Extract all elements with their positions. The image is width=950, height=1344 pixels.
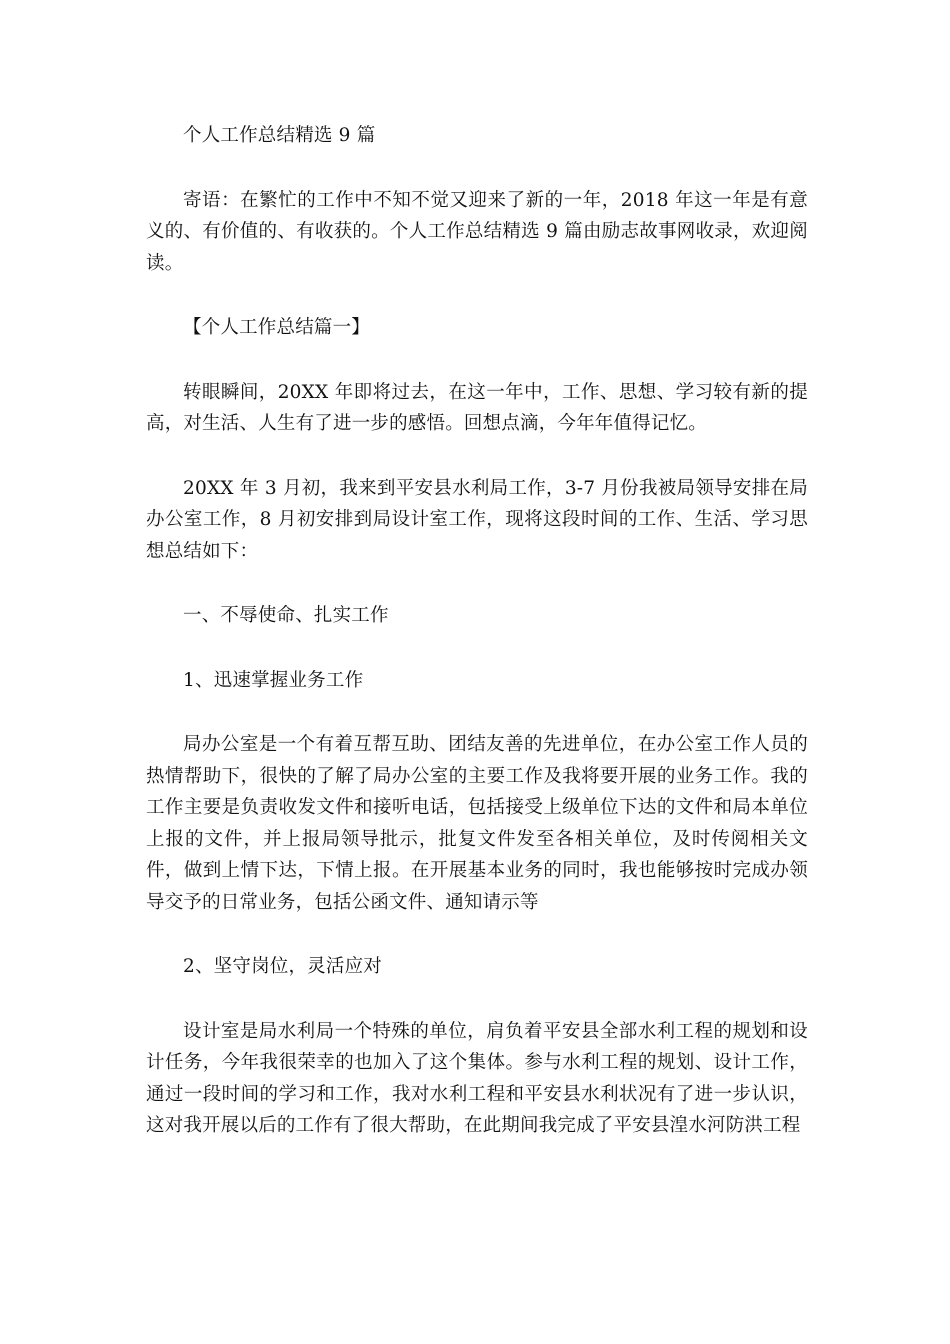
body-paragraph: 设计室是局水利局一个特殊的单位，肩负着平安县全部水利工程的规划和设计任务，今年我很荣幸的也加入了这个集体。参与水利工程的规划、设计工作，通过一段时间的学习和工作，我对水利工程和平安县水利状况有了进一步认识，这对我开展以后的工作有了很大帮助，在此期间我完成了平安县湟水河防洪工程 bbox=[146, 1020, 808, 1136]
document-title: 个人工作总结精选 9 篇 bbox=[183, 125, 376, 146]
section-heading: 【个人工作总结篇一】 bbox=[183, 317, 371, 338]
foreword-paragraph: 寄语：在繁忙的工作中不知不觉又迎来了新的一年，2018 年这一年是有意义的、有价值的、有收获的。个人工作总结精选 9 篇由励志故事网收录，欢迎阅读。 bbox=[146, 189, 808, 274]
body-paragraph: 局办公室是一个有着互帮互助、团结友善的先进单位，在办公室工作人员的热情帮助下，很快的了解了局办公室的主要工作及我将要开展的业务工作。我的工作主要是负责收发文件和接听电话，包括接受上级单位下达的文件和局本单位上报的文件，并上报局领导批示，批复文件发至各相关单位，及时传阅相关文件，做到上情下达，下情上报。在开展基本业务的同时，我也能够按时完成办领导交予的日常业务，包括公函文件、通知请示等 bbox=[146, 734, 808, 913]
body-paragraph: 20XX 年 3 月初，我来到平安县水利局工作，3-7 月份我被局领导安排在局办公室工作，8 月初安排到局设计室工作，现将这段时间的工作、生活、学习思想总结如下： bbox=[146, 477, 808, 562]
body-paragraph: 转眼瞬间，20XX 年即将过去，在这一年中，工作、思想、学习较有新的提高，对生活、人生有了进一步的感悟。回想点滴，今年年值得记忆。 bbox=[146, 381, 808, 434]
document-page bbox=[146, 120, 808, 1142]
subheading: 一、不辱使命、扎实工作 bbox=[183, 605, 389, 626]
subheading: 2、坚守岗位，灵活应对 bbox=[183, 956, 382, 977]
subheading: 1、迅速掌握业务工作 bbox=[183, 669, 364, 691]
